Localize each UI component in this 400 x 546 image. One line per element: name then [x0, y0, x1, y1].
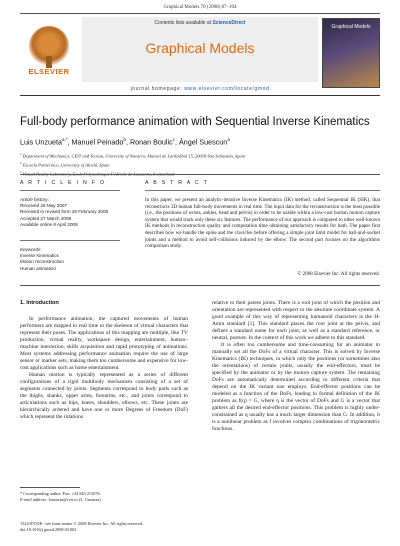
footnote [20, 491, 190, 502]
history-label: Article history: [20, 197, 49, 202]
history-item: Received in revised form 28 February 2008 [20, 209, 109, 215]
author-name: Ángel Suescun [178, 137, 228, 147]
abstract-heading: A B S T R A C T [145, 180, 209, 186]
divider [20, 240, 120, 241]
footnote-divider [20, 487, 80, 488]
homepage-prefix: journal homepage: [130, 86, 183, 92]
publisher-name: ELSEVIER [28, 67, 70, 76]
issn-line: 1524-0703/$ - see front matter © 2008 Elsevier Inc. All rights reserved. [20, 521, 144, 526]
author-list: Luis Unzueta$^{a,*}$, Manuel Peinado$^b$, Ronan Boulic$^c$, Ángel Suescun$^a$ [20, 137, 230, 147]
article-title: Full-body performance animation with Sequential Inverse Kinematics [20, 116, 370, 128]
divider [20, 190, 120, 191]
body-column-right [212, 300, 380, 433]
divider [20, 285, 380, 286]
divider [20, 174, 380, 175]
affiliation: $^c$ Virtual Reality Laboratory, Ecole Polytechnique Fédérale de Lausanne, Switzerland [20, 170, 175, 177]
affiliation: $^b$ Escuela Politécnica, University of Alcalá, Spain [20, 161, 110, 168]
history-item: Accepted 27 March 2008 [20, 215, 72, 221]
keyword: Human animation [20, 265, 57, 271]
abstract-copyright: © 2008 Elsevier Inc. All rights reserved. [297, 271, 380, 277]
body-column-left [20, 316, 188, 421]
issn-doi [20, 521, 200, 532]
body-paragraph: Human motion is typically represented as a series of different configurations of a rigid multibody mechanism consisting of a set of segments connected by joints. Segments correspond to body parts such as the thighs, shanks, upper arms, forearms, etc., and joints correspond to articulations such as hips, knees, shoulders, elbows, etc. These joints are hierarchically ordered and have one or more Degrees of Freedom (DoF) which represent the rotations [20, 372, 188, 420]
author-name: Luis Unzueta [20, 137, 62, 147]
body-paragraph: It is often too cumbersome and time-consuming for an animator to manually set all the DoFs of a virtual character. This is solved by Inverse Kinematics (IK) techniques, in which only the positions (or sometimes also the orientations) of certain joints, usually the end-effectors, must be specified by the animator or by the motion capture system. The remaining DoFs are automatically determined according to different criteria that depend on the IK variant one employs. End-effector positions can be modeled as a function of the DoFs, leading to formal definition of the IK problem as f(q) = G, where q is the vector of DoFs and G is a vector that gathers all the desired end-effector positions. This problem is highly under-constrained as q usually has a much larger dimension than G. In addition, it is a nonlinear problem as f involves complex combinations of trigonometric functions. [212, 342, 380, 432]
doi-line[interactable]: doi:10.1016/j.gmod.2008.03.002 [20, 526, 77, 532]
author-marks[interactable]: c [172, 137, 175, 142]
contents-line [82, 20, 318, 26]
keywords-label: Keywords: [20, 247, 42, 252]
journal-reference: Graphical Models 70 (2008) 87–104 [163, 5, 237, 10]
author-name: Ronan Boulic [129, 137, 173, 147]
footnote-corresponding: * Corresponding author. Fax: +34 943 213076. [20, 491, 101, 496]
article-history [20, 197, 130, 228]
section-heading: 1. Introduction [20, 300, 59, 306]
elsevier-logo [20, 22, 78, 80]
author-name: Manuel Peinado [71, 137, 124, 147]
journal-title: Graphical Models [145, 40, 255, 56]
journal-homepage [82, 86, 318, 92]
divider [145, 190, 380, 191]
article-info-heading: A R T I C L E I N F O [20, 180, 106, 186]
author-marks[interactable]: a [227, 137, 230, 142]
keyword: Motion reconstruction [20, 259, 64, 265]
journal-masthead [20, 13, 380, 96]
history-item: Received 28 May 2007 [20, 203, 67, 209]
author-marks[interactable]: b [123, 137, 126, 142]
keywords [20, 247, 130, 272]
history-item: Available online 8 April 2008 [20, 221, 78, 227]
body-paragraph: relative to their parent joints. There is a root joint of which the position and orientation are represented with respect to the absolute coordinate system. A good example of this way of representing humanoid characters is the H-Anim standard [1]. This standard places the root joint at the pelvis, and defines a standard name for each joint, as well as a standard reference, or neutral, posture. In the context of this work we adhere to this standard. [212, 300, 380, 341]
author-marks[interactable]: a,* [61, 137, 68, 142]
footnote-email[interactable]: E-mail address: lunzueta@ceit.es (L. Unzueta). [20, 496, 102, 502]
contents-prefix: Contents lists available at [154, 20, 212, 26]
affiliation: $^a$ Department of Mechanics, CEIT and Tecnun, University of Navarra, Manuel de Lardizábal 15, 20018 San Sebastián, Spain [20, 152, 246, 159]
masthead-center [82, 17, 318, 82]
journal-cover-image [322, 18, 380, 88]
keyword: Inverse Kinematics [20, 253, 59, 259]
body-paragraph: In performance animation, the captured movements of human performers are mapped in real time to the skeleton of virtual characters that represent their poses. The applications of this mapping are multiple, like TV production, virtual reality, workspace design, entertainment, human–machine interaction, skills acquisition and rapid prototyping of animations. Most systems addressing performance animation require the use of large sensor or marker sets, making them too cumbersome and expensive for low-cost applications such as home entertainment. [20, 316, 188, 371]
sciencedirect-link[interactable]: ScienceDirect [212, 20, 246, 26]
abstract-text: In this paper, we present an analytic-iterative Inverse Kinematics (IK) method, called Sequential IK (SIK), that reconstructs 3D human full-body movements in real time. The input data for the reconstruction is the least possible (i.e., the positions of wrists, ankles, head and pelvis) in order to be usable within a low-cost human motion capture system that would track only these six features. The performance of our approach is compared to other well-known IK methods in reconstruction quality and computation time obtaining satisfactory results for both. The paper first describes how we handle the spine and the clavicles before offering a simple joint limit model for ball-and-socket joints and a method to avoid self-collisions induced by the elbow. The second part focuses on the algorithms comparison study. [145, 197, 380, 250]
cover-title: Graphical Models [331, 24, 371, 30]
homepage-link[interactable]: www.elsevier.com/locate/gmod [184, 86, 270, 92]
